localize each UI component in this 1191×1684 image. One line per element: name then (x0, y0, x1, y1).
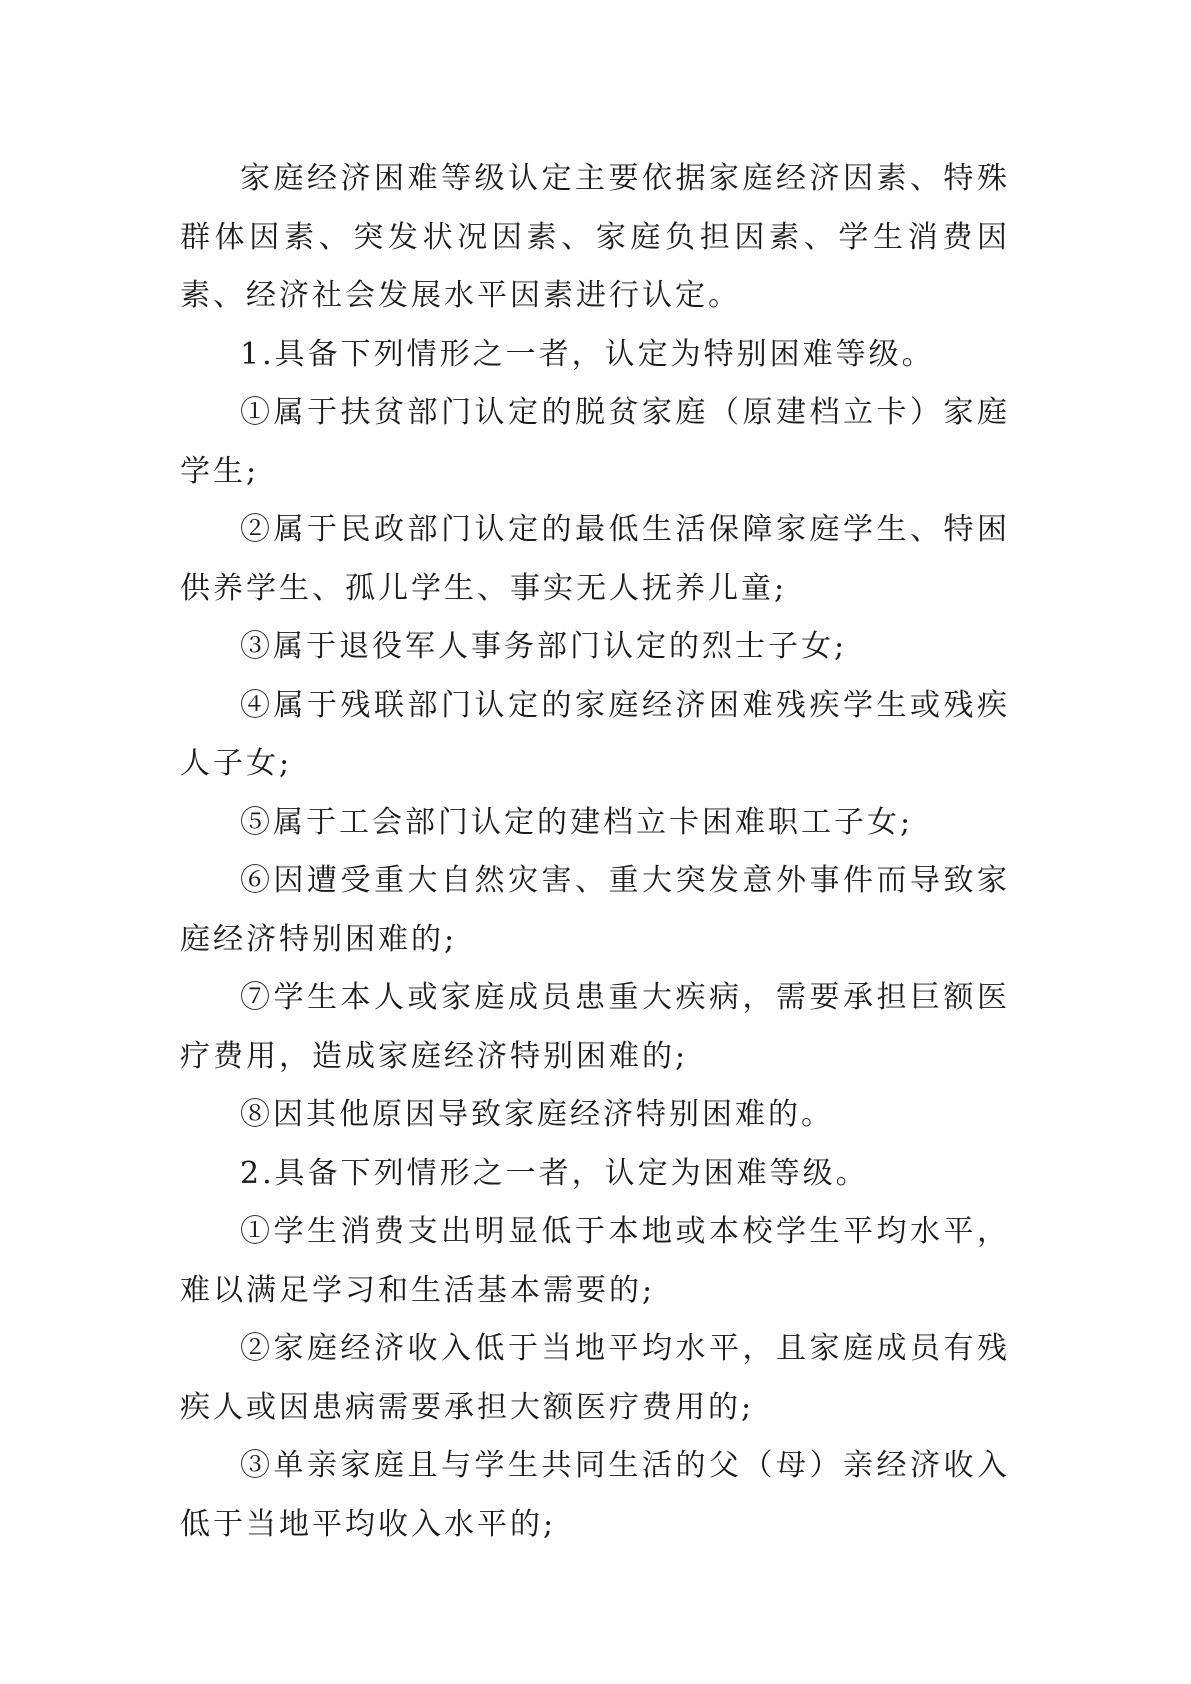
section-1-item-5: ⑤属于工会部门认定的建档立卡困难职工子女; (240, 804, 914, 840)
section-1-item-2: ②属于民政部门认定的最低生活保障家庭学生、特困供养学生、孤儿学生、事实无人抚养儿童; (180, 512, 1010, 606)
section-2-item-2: ②家庭经济收入低于当地平均水平，且家庭成员有残疾人或因患病需要承担大额医疗费用的; (180, 1331, 1010, 1425)
intro-paragraph: 家庭经济困难等级认定主要依据家庭经济因素、特殊群体因素、突发状况因素、家庭负担因素、学生消费因素、经济社会发展水平因素进行认定。 (180, 161, 1010, 313)
section-2-item-1: ①学生消费支出明显低于本地或本校学生平均水平，难以满足学习和生活基本需要的; (180, 1214, 1010, 1308)
section-2-item-3: ③单亲家庭且与学生共同生活的父（母）亲经济收入低于当地平均收入水平的; (180, 1448, 1010, 1542)
document-body (180, 150, 1010, 1554)
section-1-item-1: ①属于扶贫部门认定的脱贫家庭（原建档立卡）家庭学生; (180, 395, 1010, 489)
section-1-item-6: ⑥因遭受重大自然灾害、重大突发意外事件而导致家庭经济特别困难的; (180, 863, 1010, 957)
section-1-item-7: ⑦学生本人或家庭成员患重大疾病，需要承担巨额医疗费用，造成家庭经济特别困难的; (180, 980, 1010, 1074)
section-1-heading: 1.具备下列情形之一者，认定为特别困难等级。 (240, 336, 935, 372)
section-1-item-8: ⑧因其他原因导致家庭经济特别困难的。 (240, 1097, 834, 1132)
section-2-heading: 2.具备下列情形之一者，认定为困难等级。 (240, 1155, 869, 1191)
section-1-item-3: ③属于退役军人事务部门认定的烈士子女; (240, 629, 848, 664)
section-1-item-4: ④属于残联部门认定的家庭经济困难残疾学生或残疾人子女; (180, 687, 1010, 781)
